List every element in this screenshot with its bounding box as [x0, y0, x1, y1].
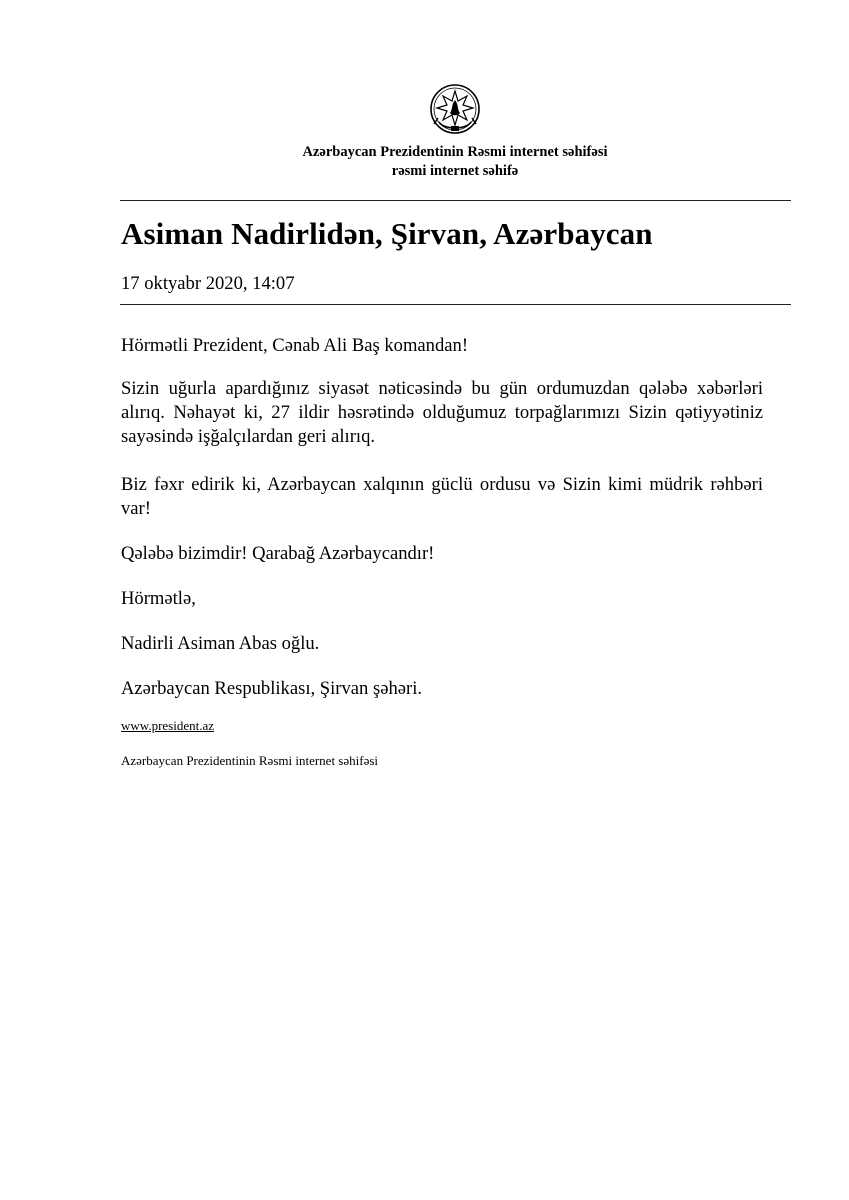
- site-title: Azərbaycan Prezidentinin Rəsmi internet səhifəsi: [302, 144, 608, 160]
- article-paragraph: Sizin uğurla apardığınız siyasət nəticəsində bu gün ordumuzdan qələbə xəbərləri alırıq. Nəhayət ki, 27 ildir həsrətində olduğumuz torpağlarımızı Sizin qətiyyətiniz sayəsində işğalçılardan geri alırıq.: [121, 378, 763, 447]
- president-az-link[interactable]: www.president.az: [121, 718, 215, 733]
- article-paragraph: Nadirli Asiman Abas oğlu.: [121, 633, 320, 654]
- article-paragraph: Hörmətli Prezident, Cənab Ali Baş komandan!: [121, 335, 469, 356]
- divider-bottom: [120, 304, 791, 305]
- article-title: Asiman Nadirlidən, Şirvan, Azərbaycan: [121, 216, 653, 251]
- site-subtitle: rəsmi internet səhifə: [391, 163, 519, 179]
- azerbaijan-emblem-icon: [426, 82, 484, 140]
- article-paragraph: Azərbaycan Respublikası, Şirvan şəhəri.: [121, 678, 423, 699]
- divider-top: [120, 200, 791, 201]
- article-paragraph: Hörmətlə,: [121, 588, 196, 609]
- article-paragraph: Biz fəxr edirik ki, Azərbaycan xalqının güclü ordusu və Sizin kimi müdrik rəhbəri var!: [121, 474, 763, 519]
- footer-site-name: Azərbaycan Prezidentinin Rəsmi internet səhifəsi: [121, 753, 379, 768]
- article-paragraph: Qələbə bizimdir! Qarabağ Azərbaycandır!: [121, 543, 435, 564]
- article-date: 17 oktyabr 2020, 14:07: [121, 273, 295, 294]
